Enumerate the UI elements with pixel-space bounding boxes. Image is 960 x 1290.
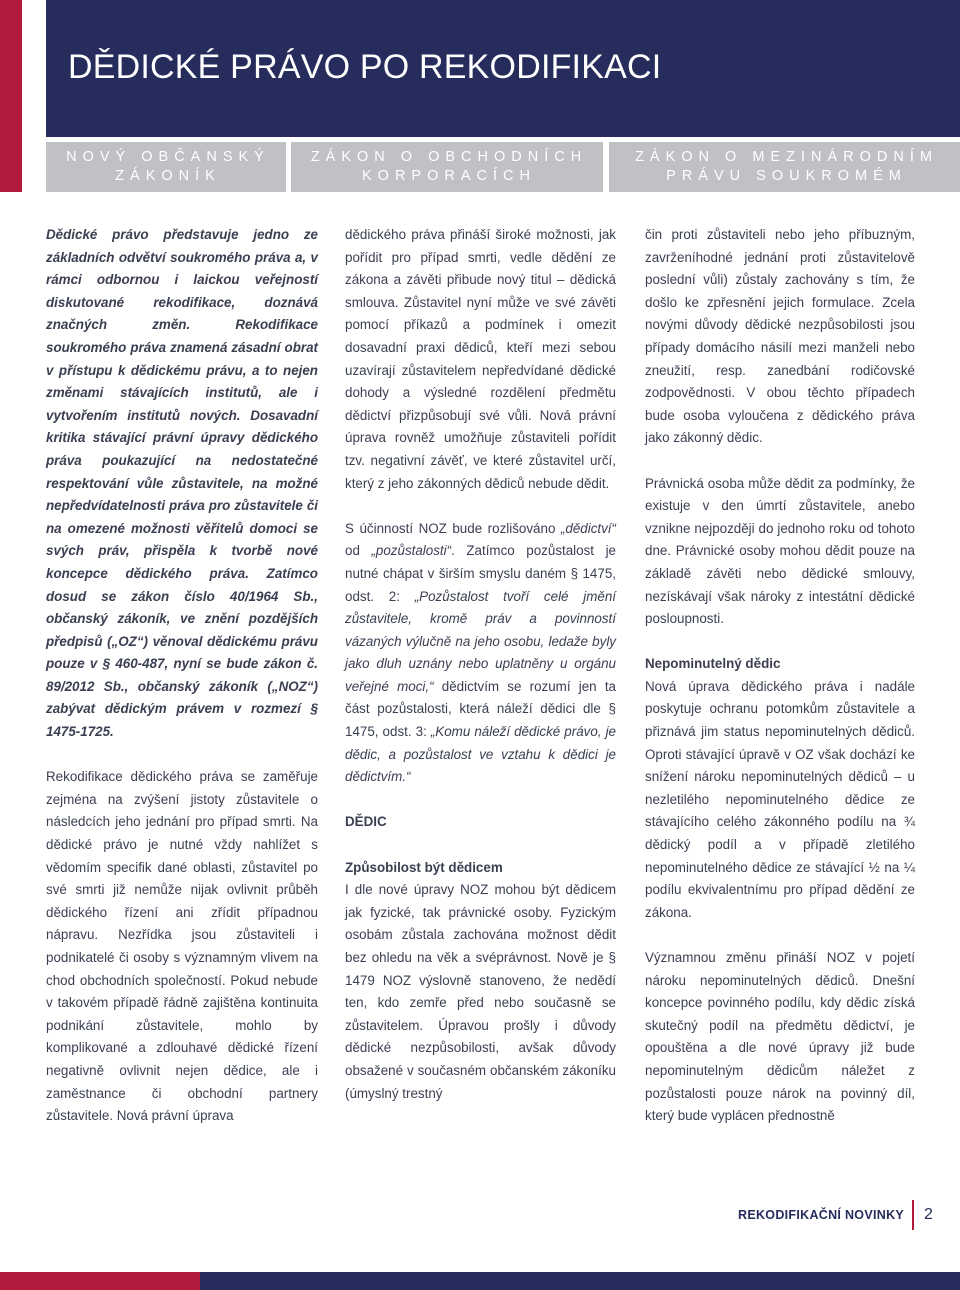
italic-term: „dědictví“: [560, 520, 616, 536]
page-title: DĚDICKÉ PRÁVO PO REKODIFIKACI: [68, 48, 662, 86]
quoted-law: „Komu náleží dědické právo, je dědic, a pozůstalost ve vztahu k dědici je dědictvím.“: [345, 724, 616, 785]
publication-name: REKODIFIKAČNÍ NOVINKY: [738, 1208, 905, 1222]
tab-zakon-o-obchodnich-korporacich[interactable]: [291, 142, 603, 192]
article-column-2: [345, 224, 616, 1105]
left-accent-strip: [0, 0, 22, 192]
subsection-heading-nepominutelny-dedic: Nepominutelný dědic: [645, 656, 781, 672]
body-paragraph: čin proti zůstaviteli nebo jeho příbuzným, zavrženíhodné jednání proti zůstavitelově poslední vůli) zůstaly zachovány s tím, že došlo ke zpřesnění jejich formulace. Zcela novými důvody dědické nezpůsobilosti jsou případy domácího násilí mezi manželi nebo zneužití, resp. zanedbání rodičovské zodpovědnosti. V obou těchto případech bude osoba vyloučena z dědického práva jako zákonný dědic.: [645, 227, 915, 446]
text-run: S účinností NOZ bude rozlišováno: [345, 520, 561, 536]
footer-divider: [912, 1200, 914, 1230]
lead-paragraph: Dědické právo představuje jedno ze základních odvětví soukromého práva a, v rámci odbornou i laickou veřejností diskutované rekodifikace, doznává značných změn. Rekodifikace soukromého práva znamená zásadní obrat v přístupu k dědickému právu, a to nejen změnami stávajících institutů, ale i vytvořením institutů nových. Dosavadní kritika stávající právní úpravy dědického práva poukazující na nedostatečné respektování vůle zůstavitele, na možné nepředvídatelnosti práva pro zůstavitele či na omezené možnosti věřitelů domoci se svých práv, přispěla k tvorbě nové koncepce dědického práva. Zatímco dosud se zákon číslo 40/1964 Sb., občanský zákoník, ve znění pozdějších předpisů („OZ“) věnoval dědickému právu pouze v § 460-487, nyní se bude zákon č. 89/2012 Sb., občanský zákoník („NOZ“) zabývat dědickým právem v rozmezí § 1475-1725.: [46, 227, 318, 740]
bottom-bar-red: [0, 1272, 200, 1290]
body-paragraph: dědického práva přináší široké možnosti, jak pořídit pro případ smrti, vedle dědění ze zákona a závěti přibude nový titul – dědická smlouva. Zůstavitel nyní může ve své závěti pomocí příkazů a podmínek i omezit dosavadní praxi dědiců, kteří mezi sebou uzavírají zůstavitelem nepředvídané dědické dohody a výsledné rozdělení předmětu dědictví přizpůsobují své vůli. Nová právní úprava rovněž umožňuje zůstaviteli pořídit tzv. negativní závěť, ve které zůstavitel určí, který z jeho zákonných dědiců nebude dědit.: [345, 227, 616, 491]
article-column-3: [645, 224, 915, 1128]
page-footer: [738, 1200, 933, 1230]
body-paragraph: Rekodifikace dědického práva se zaměřuje zejména na zvýšení jistoty zůstavitele o následcích jeho jednání pro případ smrti. Na dědické právo je nutné vždy nahlížet s vědomím specifik dané oblasti, zůstavitel po své smrti již nemůže nijak ovlivnit průběh dědického řízení ani zřídit případnou nápravu. Nezřídka jsou zůstaviteli i podnikatelé či osoby s významným vlivem na chod obchodních společností. Pokud nebude v takovém případě řádně zajištěna kontinuita podnikání zůstavitele, mohlo by komplikované a zdlouhavé dědické řízení negativně ovlivnit nejen dědice, ale i zaměstnance či obchodní partnery zůstavitele. Nová právní úprava: [46, 769, 318, 1124]
tab-label: ZÁKON O MEZINÁRODNÍM PRÁVU SOUKROMÉM: [635, 149, 938, 184]
body-paragraph: I dle nové úpravy NOZ mohou být dědicem jak fyzické, tak právnické osoby. Fyzickým osobám zůstala zachována možnost dědit bez ohledu na věk a svéprávnost. Nově je § 1479 NOZ výslovně stanoveno, že nedědí ten, kdo zemře před nebo současně se zůstavitelem. Úpravou prošly i důvody dědické nezpůsobilosti, avšak důvody obsažené v současném občanském zákoníku (úmyslný trestný: [345, 882, 616, 1101]
text-run: . Zatímco pozůstalost je nutné chápat v širším smyslu daném § 1475, odst. 2:: [345, 543, 616, 604]
bottom-bar-navy: [200, 1272, 960, 1290]
tab-label: ZÁKON O OBCHODNÍCH KORPORACÍCH: [310, 149, 588, 184]
page-number: 2: [924, 1206, 933, 1223]
body-paragraph: [345, 518, 616, 789]
section-heading-dedic: DĚDIC: [345, 814, 387, 830]
tab-zakon-o-mezinarodnim-pravu-soukromem[interactable]: [609, 142, 960, 192]
text-run: od: [345, 543, 372, 559]
text-run: dědictvím se rozumí jen ta část pozůstalosti, která náleží dědici dle § 1475, odst. 3:: [345, 678, 616, 740]
tab-label: NOVÝ OBČANSKÝ ZÁKONÍK: [66, 149, 270, 184]
body-paragraph: Nová úprava dědického práva i nadále poskytuje ochranu potomkům zůstavitele a přiznává jim status nepominutelných dědiců. Oproti stávající úpravě v OZ však dochází ke snížení nároku nepominutelných dědiců – u nezletilého nepominutelného dědice ze stávajícího celého zákonného podílu na ¾ dědický podíl a v případě zletilého nepominutelného dědice ze stávající ½ na ¼ podílu ekvivalentnímu pro případ dědění ze zákona.: [645, 678, 915, 920]
subsection-heading-zpusobilost: Způsobilost být dědicem: [345, 859, 503, 875]
body-paragraph: Významnou změnu přináší NOZ v pojetí nároku nepominutelných dědiců. Dnešní koncepce povinného podílu, kdy dědic získá skutečný podíl na předmětu dědictví, je opouštěna a dle nové úpravy již bude nepominutelným dědicům náležet z pozůstalosti pouze nárok na povinný díl, který bude vyplácen přednostně: [645, 950, 915, 1124]
body-paragraph: Právnická osoba může dědit za podmínky, že existuje v den úmrtí zůstavitele, anebo vznikne nejpozději do jednoho roku od tohoto dne. Právnické osoby mohou dědit pouze na základě závěti nebo dědické smlouvy, nezískávají však nároky z intestátní dědické posloupnosti.: [645, 475, 915, 627]
tab-novy-obcansky-zakonik[interactable]: [46, 142, 286, 192]
italic-term: „pozůstalosti“: [371, 543, 452, 559]
quoted-law: „Pozůstalost tvoří celé jmění zůstavitele, kromě práv a povinností vázaných výlučně na jeho osobu, ledaže byly jako dluh uznány nebo uplatněny u orgánu veřejné moci,“: [345, 588, 616, 694]
article-column-1: [46, 224, 318, 1128]
